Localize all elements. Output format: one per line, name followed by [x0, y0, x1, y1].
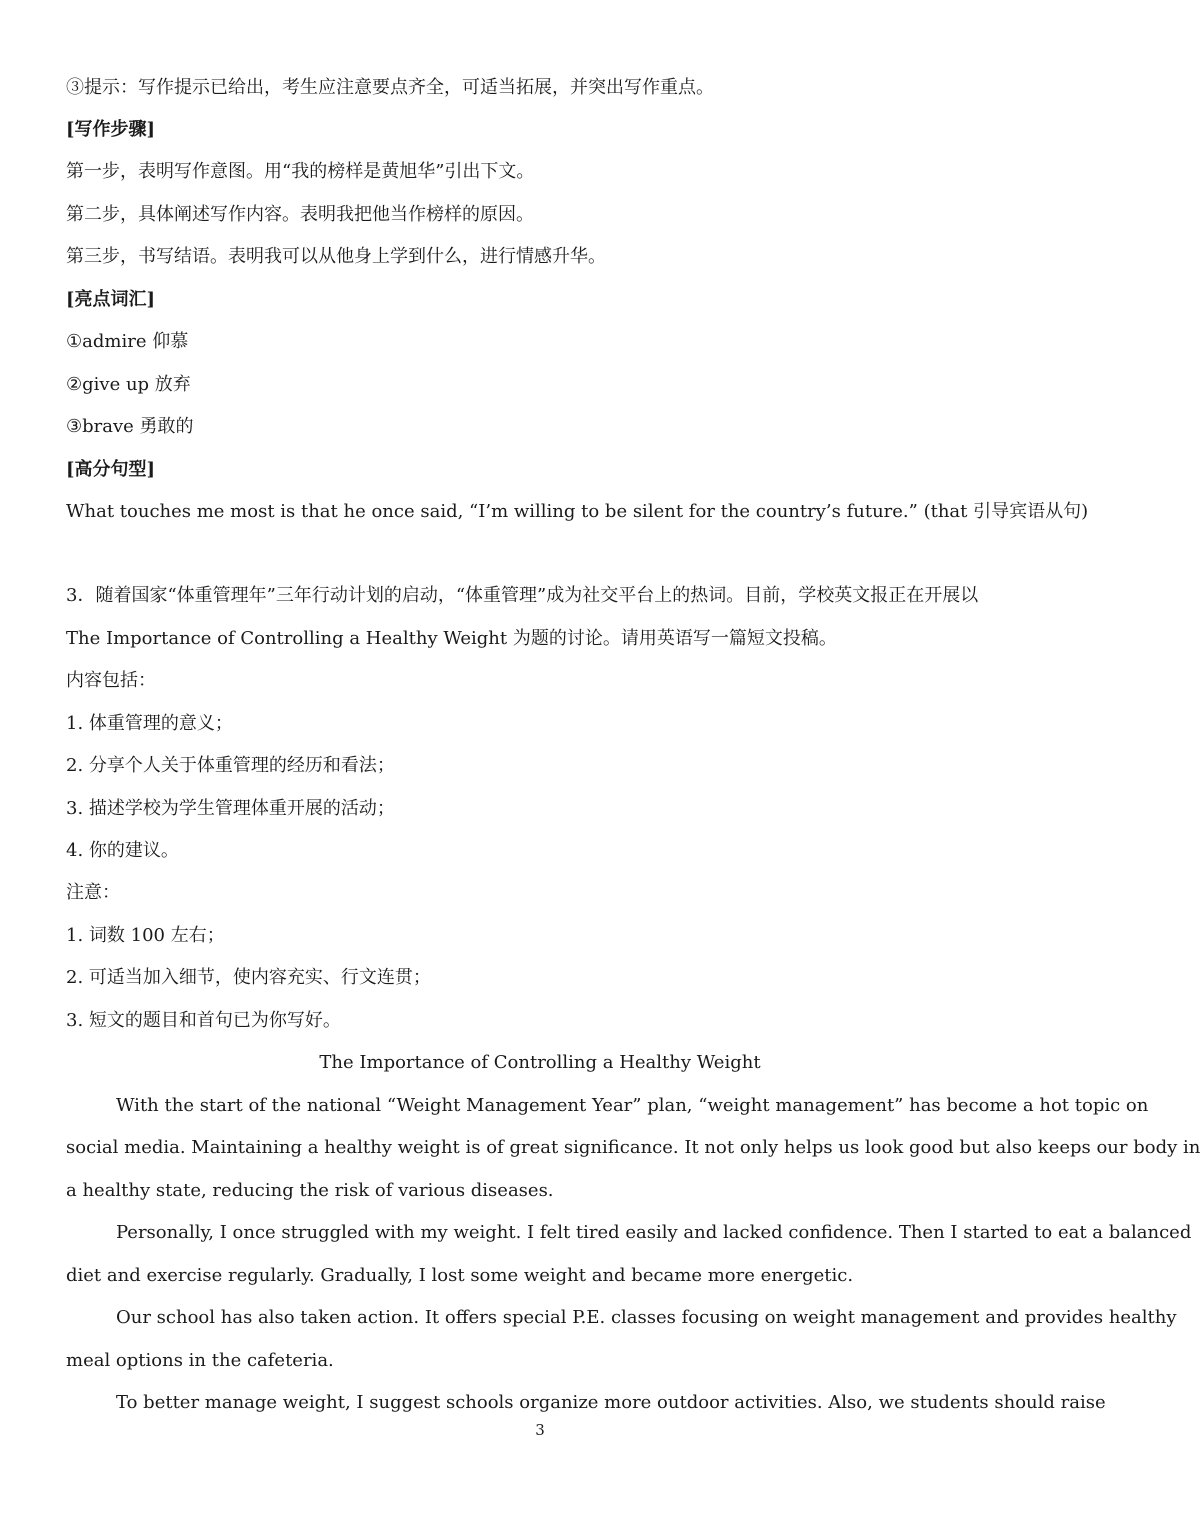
- content-label: 内容包括：: [66, 670, 156, 691]
- vocab-heading: [亮点词汇]: [66, 289, 156, 310]
- question-intro-line-1: 3．随着国家“体重管理年”三年行动计划的启动，“体重管理”成为社交平台上的热词。目前，学校英文报正在开展以: [66, 585, 979, 606]
- essay-line-5: diet and exercise regularly. Gradually, I lost some weight and became more energetic.: [66, 1265, 854, 1286]
- vocab-item-2: ②give up 放弃: [66, 374, 191, 395]
- essay-line-6: Our school has also taken action. It offers special P.E. classes focusing on weight management and provides healthy: [116, 1307, 1177, 1328]
- step-3: 第三步，书写结语。表明我可以从他身上学到什么，进行情感升华。: [66, 246, 606, 267]
- essay-line-7: meal options in the cafeteria.: [66, 1350, 334, 1371]
- content-item-4: 4. 你的建议。: [66, 840, 179, 861]
- essay-title: The Importance of Controlling a Healthy Weight: [319, 1052, 761, 1073]
- note-item-1: 1. 词数 100 左右；: [66, 925, 225, 946]
- page-number: 3: [535, 1421, 545, 1439]
- content-item-2: 2. 分享个人关于体重管理的经历和看法；: [66, 755, 395, 776]
- essay-line-1: With the start of the national “Weight Management Year” plan, “weight management” has become a hot topic on: [116, 1095, 1149, 1116]
- note-item-3: 3. 短文的题目和首句已为你写好。: [66, 1010, 341, 1031]
- vocab-item-3: ③brave 勇敢的: [66, 416, 194, 437]
- note-item-2: 2. 可适当加入细节，使内容充实、行文连贯；: [66, 967, 431, 988]
- steps-heading: [写作步骤]: [66, 119, 156, 140]
- essay-line-3: a healthy state, reducing the risk of various diseases.: [66, 1180, 554, 1201]
- step-1: 第一步，表明写作意图。用“我的榜样是黄旭华”引出下文。: [66, 161, 535, 182]
- hint-line: ③提示：写作提示已给出，考生应注意要点齐全，可适当拓展，并突出写作重点。: [66, 77, 714, 98]
- notes-label: 注意：: [66, 882, 120, 903]
- essay-line-2: social media. Maintaining a healthy weight is of great significance. It not only helps us look good but also keeps our body in: [66, 1137, 1200, 1158]
- vocab-item-1: ①admire 仰慕: [66, 331, 189, 352]
- sentence-heading: [高分句型]: [66, 459, 156, 480]
- essay-line-4: Personally, I once struggled with my weight. I felt tired easily and lacked confidence. Then I started to eat a balanced: [116, 1222, 1192, 1243]
- sentence-text: What touches me most is that he once said, “I’m willing to be silent for the country’s future.” (that 引导宾语从句): [66, 501, 1089, 522]
- step-2: 第二步，具体阐述写作内容。表明我把他当作榜样的原因。: [66, 204, 534, 225]
- content-item-1: 1. 体重管理的意义；: [66, 713, 233, 734]
- content-item-3: 3. 描述学校为学生管理体重开展的活动；: [66, 798, 395, 819]
- essay-line-8: To better manage weight, I suggest schools organize more outdoor activities. Also, we students should raise: [116, 1392, 1106, 1413]
- question-intro-line-2: The Importance of Controlling a Healthy Weight 为题的讨论。请用英语写一篇短文投稿。: [66, 628, 837, 649]
